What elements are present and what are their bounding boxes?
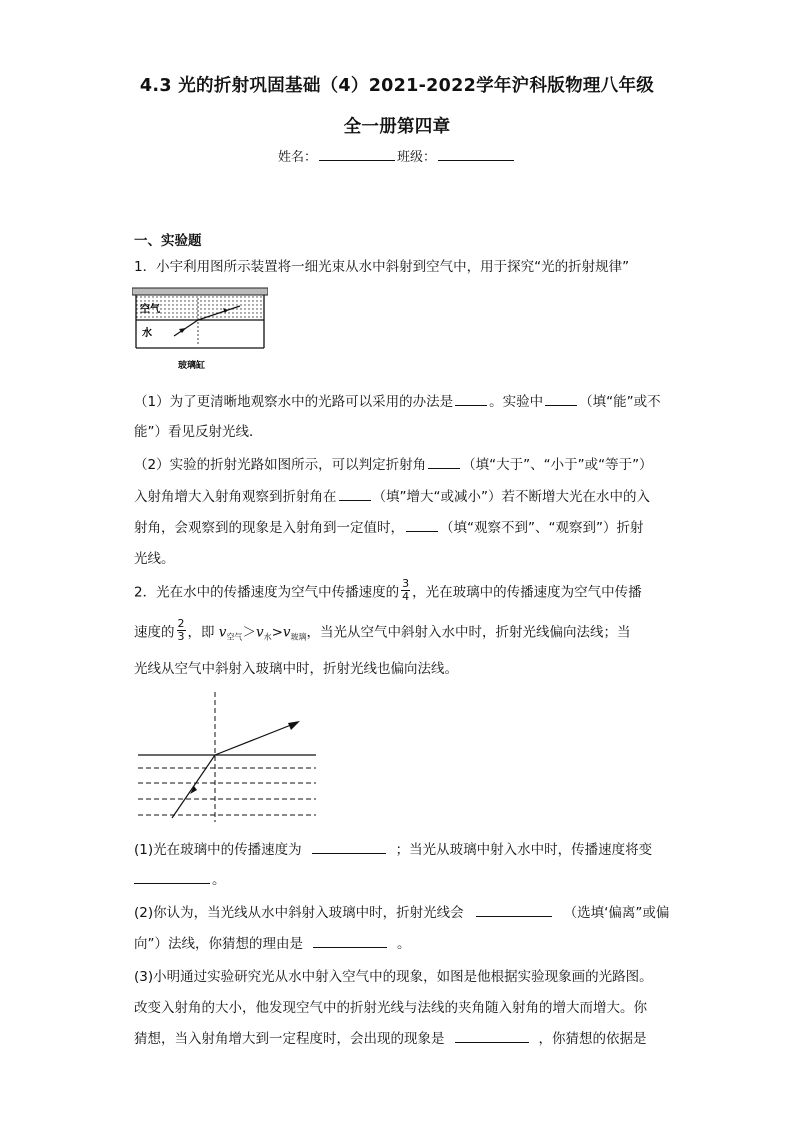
name-class-line [0,146,794,165]
q1-tank-figure [132,284,268,374]
incident-ray [172,755,215,818]
q1-part2-line3: 射角，会观察到的现象是入射角到一定值时， （填“观察不到”、“观察到”）折射 [134,520,644,536]
fig-label-tank: 玻璃缸 [178,361,206,371]
q1-blank-1[interactable] [455,404,487,406]
fig-label-air: 空气 [140,304,160,315]
q1-part2-line2: 入射角增大入射角观察到折射角在 （填”增大“或减小”）若不断增大光在水中的入 [134,489,650,505]
q1-part2-line4: 光线。 [134,551,175,567]
q2-sub3-line1: (3)小明通过实验研究光从水中射入空气中的现象，如图是他根据实验现象画的光路图。 [134,969,653,985]
q1-stem: 1．小宇利用图所示装置将一细光束从水中斜射到空气中，用于探究“光的折射规律” [134,259,630,275]
fraction-two-thirds: $\frac{2}{3}$ [177,617,185,643]
q1-blank-5[interactable] [406,530,438,532]
page-title-line-2: 全一册第四章 [343,117,451,137]
name-blank[interactable] [319,159,395,161]
q1-blank-4[interactable] [339,499,371,501]
q1-blank-2[interactable] [545,404,577,406]
q2-sub2-line2: 向”）法线，你猜想的理由是 。 [134,936,411,952]
q2-sub3-line3: 猜想，当入射角增大到一定程度时，会出现的现象是 ，你猜想的依据是 [134,1031,647,1047]
q2-blank-2[interactable] [134,882,210,884]
q2-sub3-line2: 改变入射角的大小，他发现空气中的折射光线与法线的夹角随入射角的增大而增大。你 [134,1000,647,1016]
class-label: 班级： [397,150,437,165]
q2-blank-1[interactable] [312,852,386,854]
fraction-three-quarters: $\frac{3}{4}$ [402,577,410,603]
q1-part1-line1: （1）为了更清晰地观察水中的光路可以采用的办法是 。实验中 （填“能”或不 [134,394,661,410]
q1-blank-3[interactable] [428,467,460,469]
fig-label-water: 水 [142,328,152,339]
refracted-ray [215,723,296,755]
q2-line2: 速度的 $\frac{2}{3}$ ，即 $v_{空气}>v_水>v_{玻璃}$，当光从空气中斜射入水中时，折射光线偏向法线；当 [134,617,631,643]
q2-sub1-line2: 。 [134,868,226,888]
page-title-line-1: 4.3 光的折射巩固基础（4）2021-2022学年沪科版物理八年级 [139,76,655,96]
q2-blank-5[interactable] [455,1041,529,1043]
q2-line1: 2．光在水中的传播速度为空气中传播速度的 $\frac{3}{4}$ ，光在玻璃中的传播速度为空气中传播 [134,577,642,603]
q1-part2-line1: （2）实验的折射光路如图所示，可以判定折射角 （填“大于”、“小于”或“等于”） [134,457,653,473]
q2-sub2-line1: (2)你认为，当光线从水中斜射入玻璃中时，折射光线会 （选填‘偏离”或偏 [134,905,670,921]
name-label: 姓名： [277,150,317,165]
q2-sub1-line1: (1)光在玻璃中的传播速度为 ；当光从玻璃中射入水中时，传播速度将变 [134,842,653,858]
class-blank[interactable] [438,159,514,161]
section-heading: 一、实验题 [134,233,202,249]
q2-refraction-figure [136,690,322,822]
q1-part1-line2: 能”）看见反射光线． [134,424,263,440]
q2-blank-3[interactable] [476,915,552,917]
tank-lid [132,288,268,295]
q2-line3: 光线从空气中斜射入玻璃中时，折射光线也偏向法线。 [134,661,458,677]
q2-blank-4[interactable] [313,946,387,948]
